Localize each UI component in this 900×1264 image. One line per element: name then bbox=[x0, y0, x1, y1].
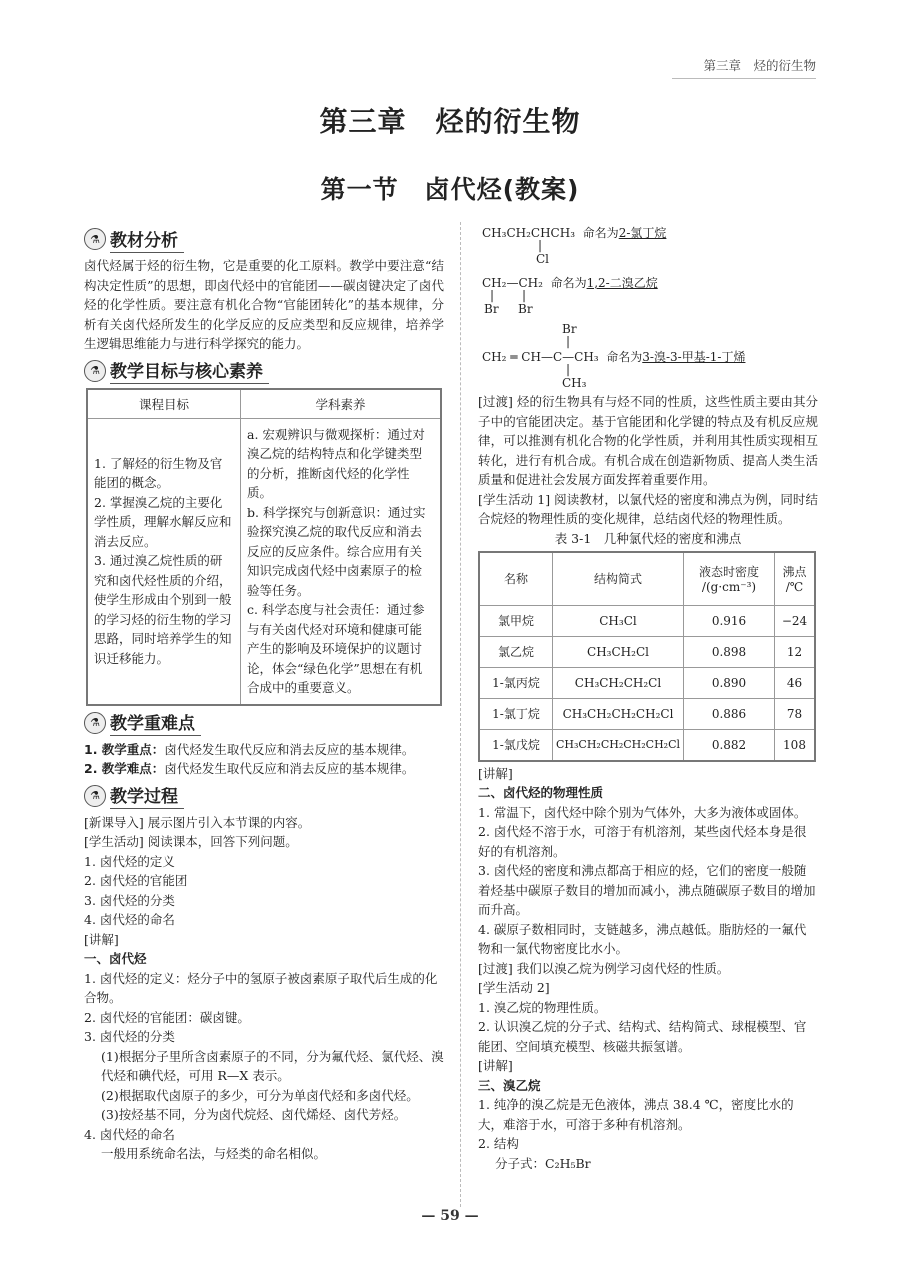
header-rule bbox=[672, 78, 816, 79]
explain-label: [讲解] bbox=[478, 765, 513, 781]
table-cell: 0.916 bbox=[684, 605, 775, 636]
formula-2-sub: Br bbox=[518, 302, 533, 316]
analysis-text: 卤代烃属于烃的衍生物，它是重要的化工原料。教学中要注意“结构决定性质”的思想，即卤代烃中的官能团——碳卤键决定了卤代烃的化学性质。要注意有机化合物“官能团转化”的基本规律，分析有关卤代烃所发生的化学反应的反应类型和反应规律，培养学生逻辑思维能力与进行科学探究的能力。 bbox=[84, 258, 444, 351]
course-goals-cell bbox=[87, 418, 241, 705]
left-column bbox=[84, 222, 444, 1164]
col-header: 结构简式 bbox=[553, 552, 684, 606]
process-line: 4. 卤代烃的命名 bbox=[84, 912, 175, 927]
section-title: 第一节 卤代烃(教案) bbox=[320, 175, 580, 204]
course-goal: 2. 掌握溴乙烷的主要化学性质，理解水解反应和消去反应。 bbox=[94, 494, 232, 549]
right-column bbox=[478, 222, 818, 1173]
keypoints-heading: ⚗ 教学重难点 bbox=[84, 710, 444, 736]
flask-icon: ⚗ bbox=[84, 712, 106, 734]
part2-item: 3. 卤代烃的密度和沸点都高于相应的烃，它们的密度一般随着烃基中碳原子数目的增加而减小，沸点随碳原子数目的增加而升高。 bbox=[478, 863, 816, 917]
part1-subitem: (2)根据取代卤原子的多少，可分为单卤代烃和多卤代烃。 bbox=[101, 1087, 419, 1103]
table-row bbox=[479, 698, 815, 729]
part2-item: 2. 卤代烃不溶于水，可溶于有机溶剂，某些卤代烃本身是很好的有机溶剂。 bbox=[478, 824, 807, 859]
part2-item: 4. 碳原子数相同时，支链越多，沸点越低。脂肪烃的一氟代物和一氯代物密度比水小。 bbox=[478, 921, 807, 956]
table-cell: 0.898 bbox=[684, 636, 775, 667]
process-line: 1. 卤代烃的定义 bbox=[84, 853, 175, 869]
naming-examples bbox=[478, 222, 818, 392]
col-header: 液态时密度 /(g·cm⁻³) bbox=[684, 552, 775, 606]
table-row bbox=[479, 605, 815, 636]
course-goal: 1. 了解烃的衍生物及官能团的概念。 bbox=[94, 455, 223, 491]
table-cell: 0.890 bbox=[684, 667, 775, 698]
table-cell: CH₃CH₂CH₂CH₂Cl bbox=[553, 698, 684, 729]
part1-item: 3. 卤代烃的分类 bbox=[84, 1029, 175, 1044]
literacy-item: b. 科学探究与创新意识：通过实验探究溴乙烷的取代反应和消去反应的反应条件。综合应用有关知识完成卤代烃中卤素原子的检验等任务。 bbox=[247, 504, 426, 598]
formula-3: CH₂ ═ CH—C—CH₃ 命名为3-溴-3-甲基-1-丁烯 bbox=[482, 350, 746, 364]
running-header: 第三章 烃的衍生物 bbox=[703, 58, 816, 73]
name-3: 3-溴-3-甲基-1-丁烯 bbox=[642, 350, 746, 364]
formula-3-bottom: CH₃ bbox=[562, 376, 587, 390]
part1-item: 4. 卤代烃的命名 bbox=[84, 1126, 175, 1142]
table-cell: CH₃CH₂CH₂Cl bbox=[553, 667, 684, 698]
column-divider bbox=[460, 222, 461, 1207]
col-header: 名称 bbox=[479, 552, 553, 606]
transition-text: [过渡] 烃的衍生物具有与烃不同的性质，这些性质主要由其分子中的官能团决定。基于官能团和化学键的特点及有机反应规律，可以推测有机化合物的化学性质，并利用其性质实现相互转化，进行有机合成。有机合成在创造新物质、提高人类生活质量和促进社会发展方面发挥着重要作用。 bbox=[478, 394, 818, 487]
table-row bbox=[479, 667, 815, 698]
process-line: 3. 卤代烃的分类 bbox=[84, 892, 175, 908]
formula-1-sub: Cl bbox=[536, 252, 550, 266]
table-cell: 1-氯丙烷 bbox=[479, 667, 553, 698]
literacy-cell bbox=[241, 418, 442, 705]
activity2: [学生活动 2] bbox=[478, 980, 550, 995]
part3-item: 1. 纯净的溴乙烷是无色液体，沸点 38.4 ℃，密度比水的大，难溶于水，可溶于多种有机溶剂。 bbox=[478, 1097, 794, 1132]
literacy-item: c. 科学态度与社会责任：通过参与有关卤代烃对环境和健康可能产生的影响及环境保护的议题讨论，体会“绿色化学”思想在有机合成中的重要意义。 bbox=[247, 602, 425, 695]
table-row bbox=[479, 636, 815, 667]
part1-subitem: (3)按烃基不同，分为卤代烷烃、卤代烯烃、卤代芳烃。 bbox=[101, 1107, 407, 1122]
part1-item: 1. 卤代烃的定义：烃分子中的氢原子被卤素原子取代后生成的化合物。 bbox=[84, 970, 438, 1005]
activity2-item: 2. 认识溴乙烷的分子式、结构式、结构简式、球棍模型、官能团、空间填充模型、核磁共振氢谱。 bbox=[478, 1019, 807, 1054]
table-cell: 108 bbox=[775, 729, 816, 761]
part1-subitem: 一般用系统命名法，与烃类的命名相似。 bbox=[101, 1146, 327, 1161]
flask-icon: ⚗ bbox=[84, 785, 106, 807]
transition2: [过渡] 我们以溴乙烷为例学习卤代烃的性质。 bbox=[478, 960, 730, 976]
part3-item: 2. 结构 bbox=[478, 1136, 519, 1151]
keypoint-item: 1. 教学重点：卤代烃发生取代反应和消去反应的基本规律。 bbox=[84, 741, 415, 757]
part1-heading: 一、卤代烃 bbox=[84, 951, 147, 966]
formula-1: CH₃CH₂CHCH₃ 命名为2-氯丁烷 bbox=[482, 226, 667, 240]
page-number: — 59 — bbox=[421, 1208, 479, 1224]
formula-3-top: Br bbox=[562, 322, 577, 336]
goals-table bbox=[86, 388, 442, 706]
bond-line: | bbox=[490, 288, 495, 302]
bond-line: | bbox=[566, 362, 571, 376]
table-cell: 12 bbox=[775, 636, 816, 667]
table-row bbox=[479, 729, 815, 761]
table-cell: CH₃Cl bbox=[553, 605, 684, 636]
table-cell: 1-氯丁烷 bbox=[479, 698, 553, 729]
table-caption: 表 3-1 几种氯代烃的密度和沸点 bbox=[554, 530, 742, 546]
process-line: [新课导入] 展示图片引入本节课的内容。 bbox=[84, 814, 311, 830]
table-cell: CH₃CH₂CH₂CH₂CH₂Cl bbox=[553, 729, 684, 761]
goals-col-course: 课程目标 bbox=[87, 389, 241, 419]
process-line: [讲解] bbox=[84, 931, 119, 947]
process-line: 2. 卤代烃的官能团 bbox=[84, 873, 188, 888]
bond-line: | bbox=[522, 288, 527, 302]
part3-heading: 三、溴乙烷 bbox=[478, 1077, 541, 1093]
table-cell: 46 bbox=[775, 667, 816, 698]
formula-2: CH₂—CH₂ 命名为1,2-二溴乙烷 bbox=[482, 276, 658, 290]
activity2-item: 1. 溴乙烷的物理性质。 bbox=[478, 999, 607, 1015]
table-cell: 0.886 bbox=[684, 698, 775, 729]
keypoint-item: 2. 教学难点：卤代烃发生取代反应和消去反应的基本规律。 bbox=[84, 761, 415, 776]
part1-item: 2. 卤代烃的官能团：碳卤键。 bbox=[84, 1009, 250, 1025]
part1-subitem: (1)根据分子里所含卤素原子的不同，分为氟代烃、氯代烃、溴代烃和碘代烃，可用 R—X 表示。 bbox=[101, 1048, 444, 1083]
molecular-formula: 分子式：C₂H₅Br bbox=[495, 1155, 591, 1171]
table-cell: 78 bbox=[775, 698, 816, 729]
table-cell: 0.882 bbox=[684, 729, 775, 761]
bond-line: | bbox=[566, 334, 571, 348]
bond-line: | bbox=[538, 238, 543, 252]
flask-icon: ⚗ bbox=[84, 228, 106, 250]
course-goal: 3. 通过溴乙烷性质的研究和卤代烃性质的介绍，使学生形成由个别到一般的学习烃的衍生物的学习思路，同时培养学生的知识迁移能力。 bbox=[94, 553, 232, 666]
activity1-text: [学生活动 1] 阅读教材，以氯代烃的密度和沸点为例，同时结合烷烃的物理性质的变化规律，总结卤代烃的物理性质。 bbox=[478, 491, 818, 526]
table-cell: CH₃CH₂Cl bbox=[553, 636, 684, 667]
name-2: 1,2-二溴乙烷 bbox=[586, 276, 658, 290]
goals-heading: ⚗ 教学目标与核心素养 bbox=[84, 358, 444, 384]
table-cell: 1-氯戊烷 bbox=[479, 729, 553, 761]
name-1: 2-氯丁烷 bbox=[618, 226, 667, 240]
chapter-title: 第三章 烃的衍生物 bbox=[319, 105, 581, 138]
flask-icon: ⚗ bbox=[84, 360, 106, 382]
table-cell: 氯甲烷 bbox=[479, 605, 553, 636]
analysis-heading: ⚗ 教材分析 bbox=[84, 226, 444, 252]
explain-label: [讲解] bbox=[478, 1058, 513, 1073]
density-table bbox=[478, 551, 816, 762]
col-header: 沸点 /℃ bbox=[775, 552, 816, 606]
part2-heading: 二、卤代烃的物理性质 bbox=[478, 785, 604, 800]
table-cell: −24 bbox=[775, 605, 816, 636]
process-heading: ⚗ 教学过程 bbox=[84, 783, 444, 809]
literacy-item: a. 宏观辨识与微观探析：通过对溴乙烷的结构特点和化学键类型的分析，推断卤代烃的化学性质。 bbox=[247, 426, 425, 500]
process-line: [学生活动] 阅读课本，回答下列问题。 bbox=[84, 834, 298, 849]
part2-item: 1. 常温下，卤代烃中除个别为气体外，大多为液体或固体。 bbox=[478, 804, 807, 820]
formula-2-sub: Br bbox=[484, 302, 499, 316]
goals-col-literacy: 学科素养 bbox=[241, 389, 442, 419]
table-cell: 氯乙烷 bbox=[479, 636, 553, 667]
